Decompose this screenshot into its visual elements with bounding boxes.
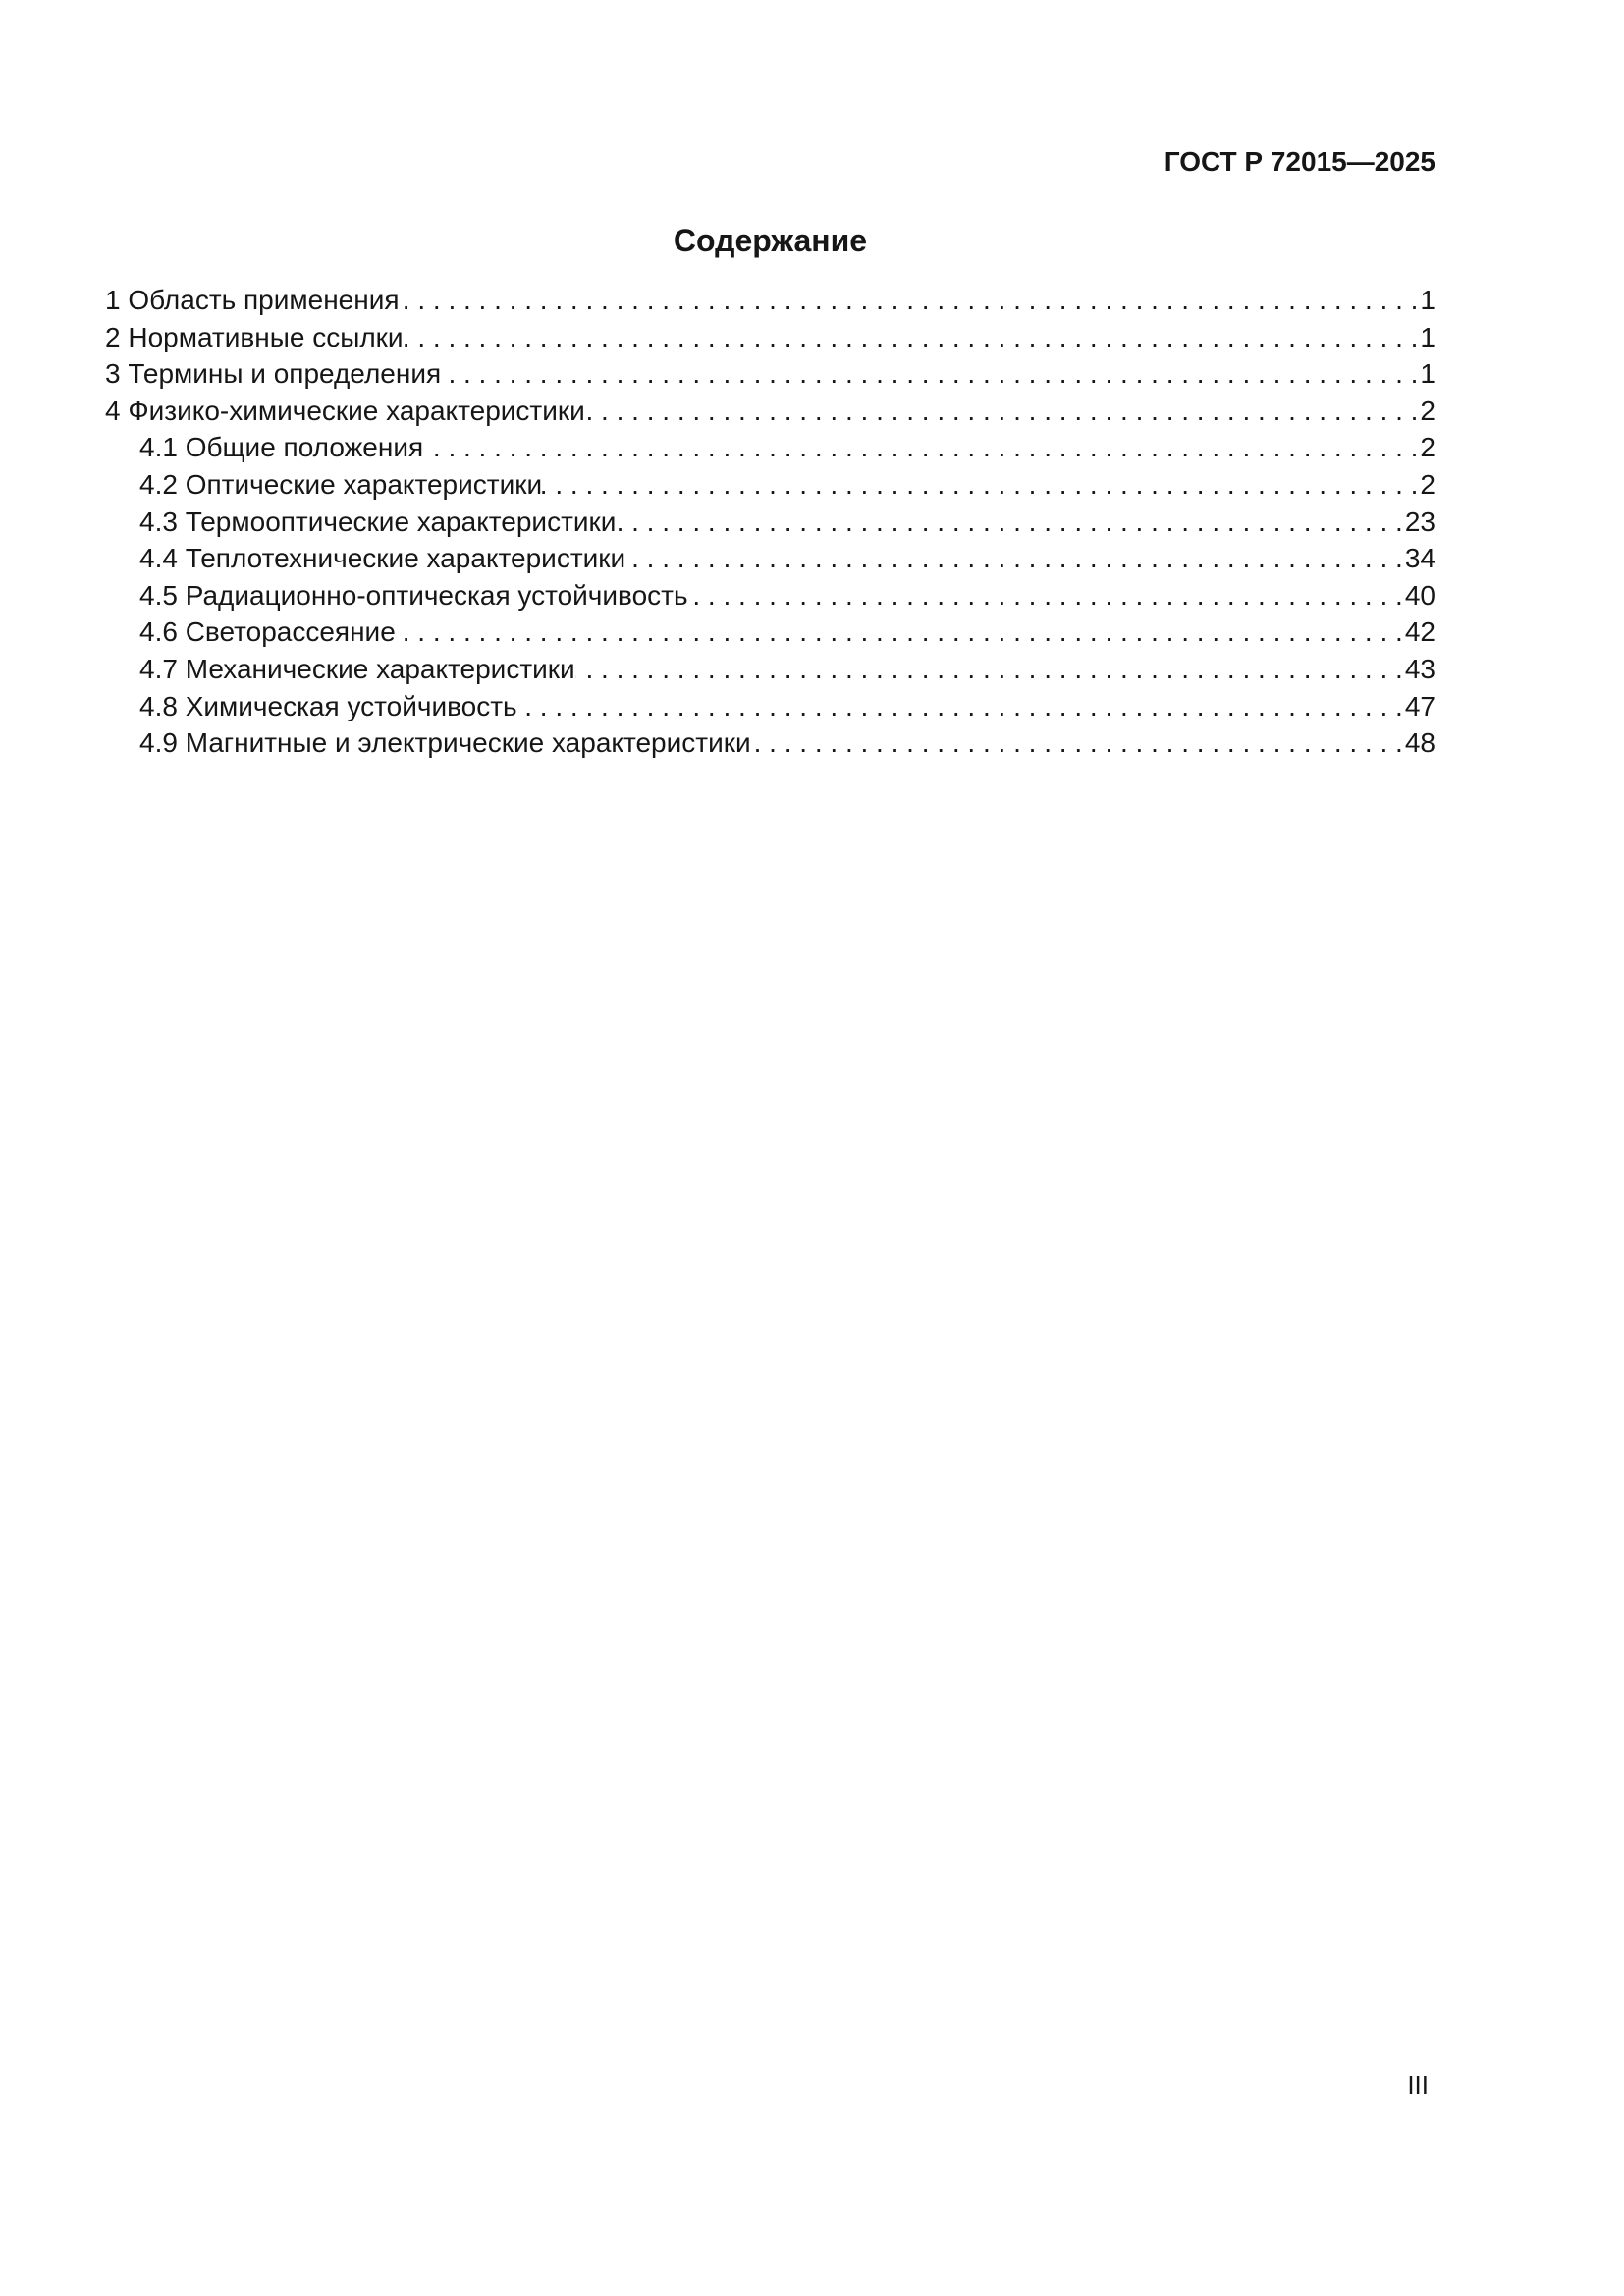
- toc-entry-page-number: 23: [1404, 506, 1435, 537]
- toc-leader-dots: [404, 319, 1419, 356]
- toc-entry-label: 4.3 Термооптические характеристики: [139, 506, 617, 537]
- toc-entry: [105, 466, 1435, 504]
- toc-entry-label: 2 Нормативные ссылки: [105, 321, 404, 352]
- toc-entry: [105, 540, 1435, 577]
- toc-entry-label: 4.7 Механические характеристики: [139, 653, 575, 684]
- toc-entry-page-number: 1: [1420, 321, 1435, 352]
- toc-entry-page-number: 2: [1420, 395, 1435, 426]
- toc-entry-label: 1 Область применения: [105, 285, 400, 315]
- toc-entry-label: 4.8 Химическая устойчивость: [139, 690, 517, 721]
- toc-entry-label: 4.2 Оптические характеристики: [139, 468, 543, 500]
- toc-entry-page-number: 47: [1404, 690, 1435, 721]
- toc-entry-page-number: 1: [1420, 285, 1435, 315]
- toc-entry-page-number: 48: [1404, 727, 1435, 759]
- toc-leader-dots: [400, 282, 1419, 319]
- toc-entry-page-number: 2: [1420, 468, 1435, 500]
- toc-leader-dots: [688, 577, 1403, 614]
- toc-entry-label: 4.4 Теплотехнические характеристики: [139, 543, 626, 574]
- toc-entry-label: 4.6 Светорассеяние: [139, 616, 396, 648]
- table-of-contents: [105, 282, 1435, 762]
- toc-entry: [105, 688, 1435, 725]
- toc-leader-dots: [585, 393, 1419, 430]
- toc-leader-dots: [396, 614, 1403, 651]
- toc-entry: [105, 355, 1435, 393]
- toc-entry-page-number: 34: [1404, 543, 1435, 574]
- toc-entry-page-number: 40: [1404, 579, 1435, 611]
- toc-leader-dots: [441, 355, 1418, 393]
- page-number-roman: III: [1407, 2070, 1429, 2100]
- toc-leader-dots: [616, 504, 1402, 541]
- toc-leader-dots: [751, 724, 1403, 762]
- toc-leader-dots: [423, 429, 1418, 466]
- toc-entry: [105, 724, 1435, 762]
- toc-entry-page-number: 42: [1404, 616, 1435, 648]
- toc-leader-dots: [517, 688, 1403, 725]
- toc-entry-label: 4.1 Общие положения: [139, 432, 424, 463]
- toc-entry: [105, 651, 1435, 688]
- toc-entry: [105, 393, 1435, 430]
- toc-leader-dots: [542, 466, 1418, 504]
- toc-entry-page-number: 1: [1420, 358, 1435, 390]
- doc-code-header: ГОСТ Р 72015—2025: [1164, 146, 1435, 177]
- toc-entry-label: 4.9 Магнитные и электрические характеристики: [139, 727, 751, 759]
- toc-entry: [105, 282, 1435, 319]
- toc-entry: [105, 429, 1435, 466]
- toc-entry: [105, 319, 1435, 356]
- toc-entry: [105, 577, 1435, 614]
- page-title: Содержание: [673, 223, 868, 258]
- toc-entry: [105, 504, 1435, 541]
- toc-leader-dots: [575, 651, 1403, 688]
- toc-leader-dots: [625, 540, 1403, 577]
- toc-entry-label: 4.5 Радиационно-оптическая устойчивость: [139, 579, 688, 611]
- toc-entry: [105, 614, 1435, 651]
- toc-entry-label: 4 Физико-химические характеристики: [105, 395, 585, 426]
- toc-entry-page-number: 2: [1420, 432, 1435, 463]
- toc-entry-page-number: 43: [1404, 653, 1435, 684]
- toc-entry-label: 3 Термины и определения: [105, 358, 442, 390]
